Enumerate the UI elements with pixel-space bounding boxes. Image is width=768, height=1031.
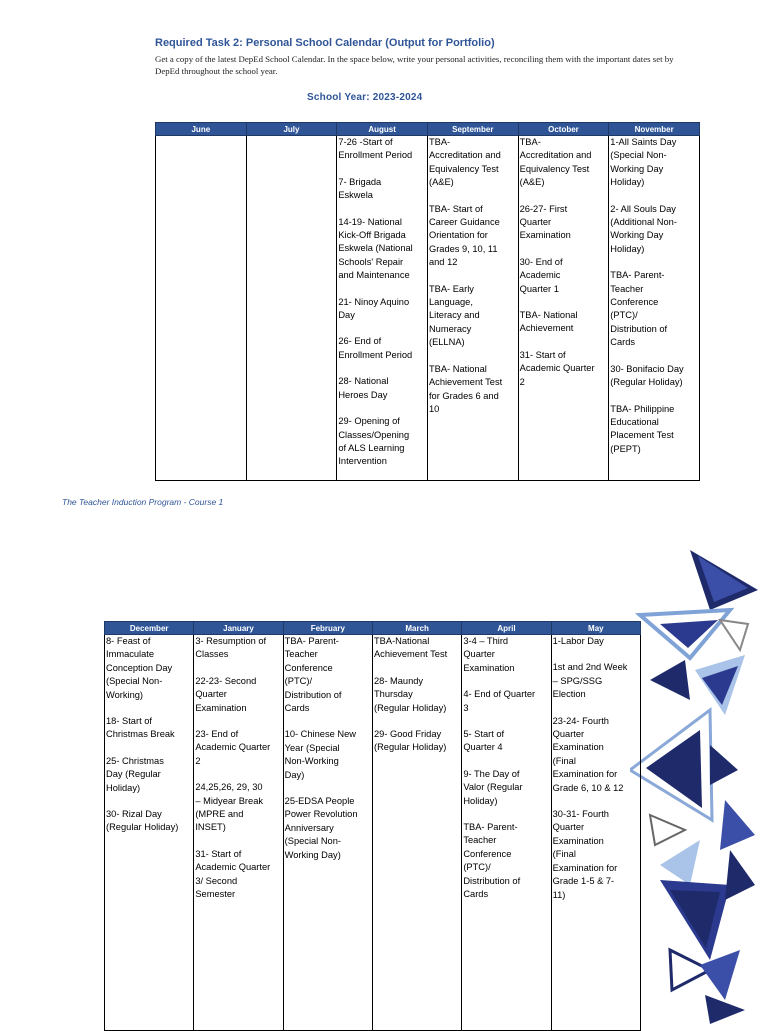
calendar-entry: 26-27- First Quarter Examination bbox=[519, 203, 571, 241]
calendar-entry: 1-All Saints Day (Special Non- Working Day Holiday) bbox=[610, 137, 677, 188]
month-header: September bbox=[427, 123, 518, 136]
calendar-entry: 21- Ninoy Aquino Day bbox=[338, 296, 410, 321]
calendar-table-june-november bbox=[155, 122, 700, 481]
calendar-entry: 4- End of Quarter 3 bbox=[463, 689, 536, 713]
calendar-entry: TBA- Start of Career Guidance Orientation for Grades 9, 10, 11 and 12 bbox=[428, 203, 500, 268]
calendar-entry: 30- Rizal Day (Regular Holiday) bbox=[106, 809, 179, 833]
month-cell-march bbox=[372, 635, 461, 1031]
month-cell-august bbox=[337, 136, 428, 481]
school-year-heading: School Year: 2023-2024 bbox=[307, 92, 423, 103]
calendar-entry: 3- Resumption of Classes bbox=[195, 636, 267, 660]
calendar-entry: 30-31- Fourth Quarter Examination (Final Examination for Grade 1-5 & 7- 11) bbox=[552, 809, 618, 900]
calendar-entry: 30- Bonifacio Day (Regular Holiday) bbox=[610, 363, 684, 388]
calendar-entry: TBA- Parent- Teacher Conference (PTC)/ Distribution of Cards bbox=[610, 270, 668, 348]
month-header: July bbox=[246, 123, 337, 136]
calendar-entry: 5- Start of Quarter 4 bbox=[463, 729, 505, 753]
calendar-entry: 25- Christmas Day (Regular Holiday) bbox=[106, 755, 164, 793]
month-header: January bbox=[194, 622, 283, 635]
month-header: November bbox=[609, 123, 700, 136]
calendar-entry: 23-24- Fourth Quarter Examination (Final Examination for Grade 6, 10 & 12 bbox=[552, 715, 624, 793]
calendar-entry: TBA- Accreditation and Equivalency Test (A&E) bbox=[519, 137, 592, 188]
month-cell-may bbox=[551, 635, 640, 1031]
calendar-entry: 24,25,26, 29, 30 – Midyear Break (MPRE and INSET) bbox=[195, 782, 264, 833]
triangle-decoration bbox=[630, 540, 768, 1024]
month-header: April bbox=[462, 622, 551, 635]
month-header: May bbox=[551, 622, 640, 635]
calendar-entry: 1-Labor Day bbox=[552, 636, 604, 646]
calendar-entry: 22-23- Second Quarter Examination bbox=[195, 675, 257, 713]
month-cell-january bbox=[194, 635, 283, 1031]
month-header: December bbox=[105, 622, 194, 635]
month-header: August bbox=[337, 123, 428, 136]
calendar-entry: 23- End of Academic Quarter 2 bbox=[195, 729, 271, 766]
calendar-entry: TBA- National Achievement Test for Grades 6 and 10 bbox=[428, 363, 503, 414]
calendar-entry: TBA- Parent- Teacher Conference (PTC)/ Distribution of Cards bbox=[284, 636, 342, 714]
month-cell-april bbox=[462, 635, 551, 1031]
calendar-entry: 8- Feast of Immaculate Conception Day (Special Non- Working) bbox=[106, 636, 173, 700]
month-header: February bbox=[283, 622, 372, 635]
month-cell-october bbox=[518, 136, 609, 481]
calendar-table-december-may bbox=[104, 621, 641, 1031]
month-cell-november bbox=[609, 136, 700, 481]
calendar-entry: 10- Chinese New Year (Special Non-Working Day) bbox=[284, 729, 356, 780]
calendar-entry: 1st and 2nd Week – SPG/SSG Election bbox=[552, 662, 628, 700]
calendar-entry: 18- Start of Christmas Break bbox=[106, 716, 175, 740]
calendar-entry: 30- End of Academic Quarter 1 bbox=[519, 256, 563, 294]
month-cell-september bbox=[427, 136, 518, 481]
calendar-entry: TBA- Philippine Educational Placement Test (PEPT) bbox=[610, 403, 675, 454]
calendar-header-row bbox=[105, 622, 641, 635]
calendar-entry: TBA- National Achievement bbox=[519, 310, 578, 334]
calendar-entry: 25-EDSA People Power Revolution Anniversary (Special Non- Working Day) bbox=[284, 796, 358, 860]
calendar-entry: 31- Start of Academic Quarter 2 bbox=[519, 349, 595, 387]
calendar-header-row bbox=[156, 123, 700, 136]
calendar-entry: 7-26 -Start of Enrollment Period bbox=[338, 137, 413, 161]
calendar-entry: 14-19- National Kick-Off Brigada Eskwela (National Schools' Repair and Maintenance bbox=[338, 216, 413, 281]
calendar-entry: TBA- Early Language, Literacy and Numeracy (ELLNA) bbox=[428, 283, 480, 348]
calendar-entry: 2- All Souls Day (Additional Non- Working Day Holiday) bbox=[610, 203, 677, 254]
calendar-entry: 26- End of Enrollment Period bbox=[338, 336, 413, 360]
course-footer: The Teacher Induction Program - Course 1 bbox=[62, 497, 224, 507]
calendar-entry: 7- Brigada Eskwela bbox=[338, 176, 382, 201]
calendar-entry: 28- National Heroes Day bbox=[338, 376, 389, 400]
month-cell-february bbox=[283, 635, 372, 1031]
calendar-entry: 31- Start of Academic Quarter 3/ Second Semester bbox=[195, 848, 271, 900]
calendar-entry: 28- Maundy Thursday (Regular Holiday) bbox=[373, 675, 447, 713]
calendar-entry: TBA- Accreditation and Equivalency Test (A&E) bbox=[428, 137, 501, 188]
calendar-row bbox=[156, 136, 700, 481]
calendar-entry: TBA-National Achievement Test bbox=[373, 636, 448, 660]
calendar-entry: 29- Good Friday (Regular Holiday) bbox=[373, 729, 447, 753]
calendar-entry: TBA- Parent- Teacher Conference (PTC)/ Distribution of Cards bbox=[463, 822, 521, 900]
calendar-entry: 3-4 – Third Quarter Examination bbox=[463, 636, 515, 673]
calendar-row bbox=[105, 635, 641, 1031]
task-title: Required Task 2: Personal School Calendar (Output for Portfolio) bbox=[155, 37, 495, 49]
task-description: Get a copy of the latest DepEd School Calendar. In the space below, write your personal activities, reconciling them with the important dates set by DepEd throughout the school year. bbox=[155, 54, 674, 76]
month-header: October bbox=[518, 123, 609, 136]
month-cell bbox=[246, 136, 337, 481]
month-header: March bbox=[372, 622, 461, 635]
calendar-entry: 9- The Day of Valor (Regular Holiday) bbox=[463, 768, 523, 806]
month-cell-december bbox=[105, 635, 194, 1031]
month-cell bbox=[156, 136, 247, 481]
month-header: June bbox=[156, 123, 247, 136]
calendar-entry: 29- Opening of Classes/Opening of ALS Learning Intervention bbox=[338, 416, 410, 467]
